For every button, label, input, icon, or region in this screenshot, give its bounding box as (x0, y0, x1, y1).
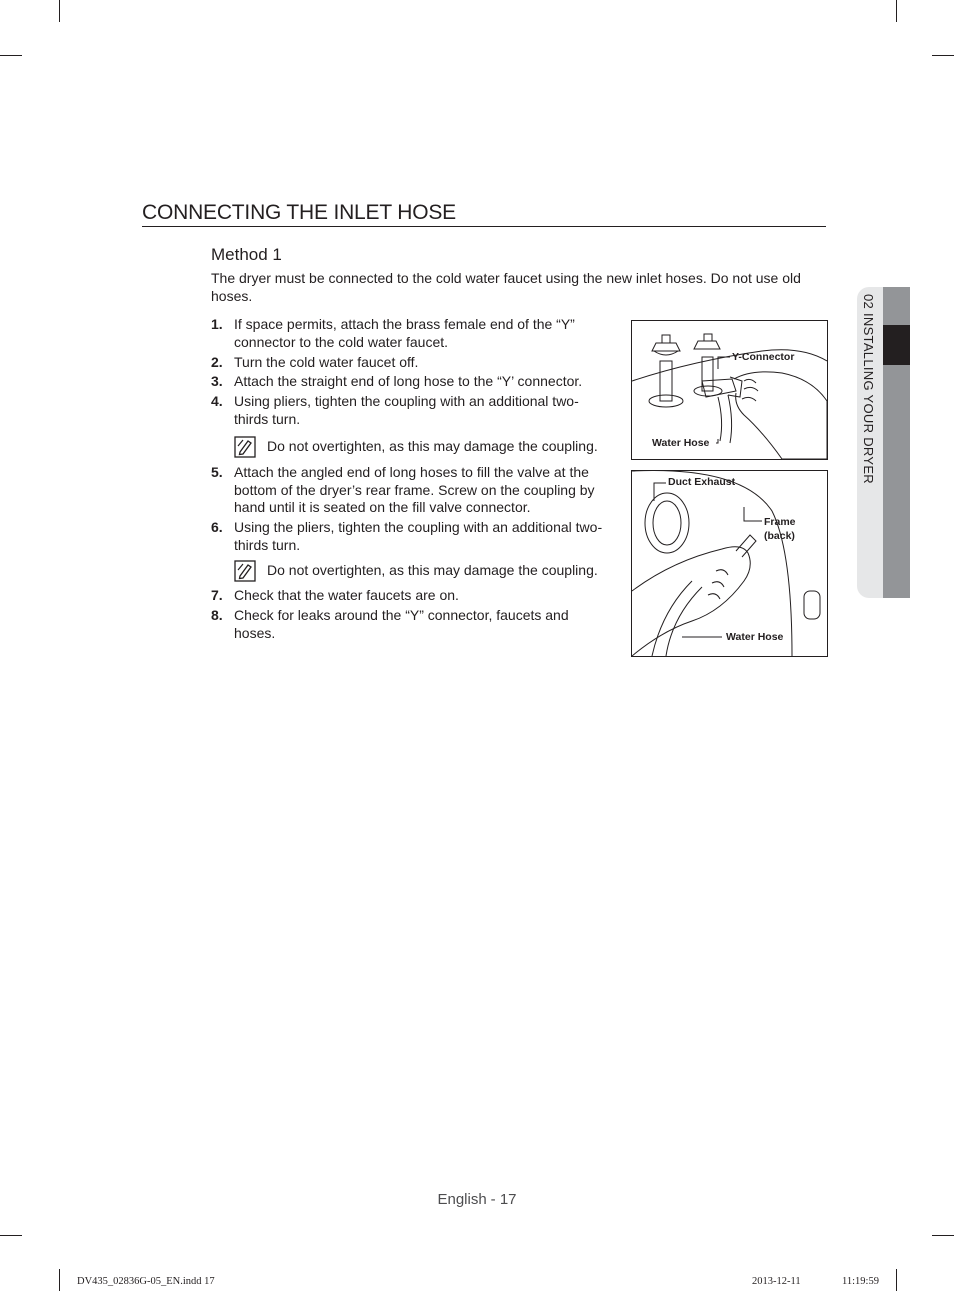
slug-filename: DV435_02836G-05_EN.indd 17 (77, 1276, 215, 1287)
step-number: 7. (211, 587, 223, 603)
step-text: Attach the straight end of long hose to the “Y’ connector. (234, 373, 583, 389)
step-text: Check that the water faucets are on. (234, 587, 459, 603)
footer-language: English (437, 1191, 487, 1208)
list-item (211, 316, 617, 351)
note (234, 436, 624, 458)
section-title: CONNECTING THE INLET HOSE (142, 200, 826, 227)
crop-mark (896, 0, 897, 22)
label-y-connector: Y-Connector (732, 351, 795, 363)
label-frame-back: (back) (764, 530, 795, 542)
step-text: Using the pliers, tighten the coupling with an additional two-thirds turn. (234, 519, 603, 553)
note-pencil-icon (234, 560, 256, 582)
list-item (211, 607, 617, 642)
step-number: 3. (211, 373, 223, 389)
page-number: - 17 (490, 1191, 517, 1208)
step-number: 8. (211, 607, 223, 623)
method-title: Method 1 (211, 245, 282, 264)
slug-time: 11:19:59 (842, 1276, 879, 1287)
list-item (211, 587, 617, 605)
slug-date: 2013-12-11 (752, 1276, 801, 1287)
figure-y-connector (631, 320, 828, 460)
label-duct-exhaust: Duct Exhaust (668, 476, 736, 488)
step-text: Check for leaks around the “Y” connector, faucets and hoses. (234, 607, 569, 641)
step-text: Turn the cold water faucet off. (234, 354, 419, 370)
step-text: If space permits, attach the brass female end of the “Y” connector to the cold water faucet. (234, 316, 575, 350)
note-text: Do not overtighten, as this may damage the coupling. (267, 562, 598, 578)
crop-mark (932, 55, 954, 56)
chapter-tab-marker (883, 325, 910, 365)
dryer-back-illustration (632, 471, 827, 656)
note-text: Do not overtighten, as this may damage the coupling. (267, 438, 598, 454)
list-item (211, 393, 617, 428)
step-number: 5. (211, 464, 223, 480)
chapter-tab-label: 02 INSTALLING YOUR DRYER (861, 294, 876, 484)
crop-mark (0, 55, 22, 56)
crop-mark (59, 1269, 60, 1291)
intro-paragraph: The dryer must be connected to the cold water faucet using the new inlet hoses. Do not use old hoses. (211, 270, 801, 304)
label-frame: Frame (764, 516, 796, 528)
list-item (211, 519, 617, 554)
step-text: Using pliers, tighten the coupling with an additional two-thirds turn. (234, 393, 579, 427)
step-text: Attach the angled end of long hoses to fill the valve at the bottom of the dryer’s rear frame. Screw on the coupling by hand until it is seated on the fill valve connector. (234, 464, 595, 515)
step-number: 1. (211, 316, 223, 332)
page-footer (0, 1191, 954, 1208)
label-water-hose: Water Hose (726, 631, 784, 643)
crop-mark (0, 1235, 22, 1236)
crop-mark (896, 1269, 897, 1291)
step-number: 2. (211, 354, 223, 370)
label-water-hose: Water Hose (652, 437, 710, 449)
step-number: 6. (211, 519, 223, 535)
note (234, 560, 624, 582)
figure-dryer-back (631, 470, 828, 657)
note-pencil-icon (234, 436, 256, 458)
crop-mark (59, 0, 60, 22)
list-item (211, 354, 617, 372)
step-number: 4. (211, 393, 223, 409)
crop-mark (932, 1235, 954, 1236)
list-item (211, 464, 617, 517)
list-item (211, 373, 617, 391)
